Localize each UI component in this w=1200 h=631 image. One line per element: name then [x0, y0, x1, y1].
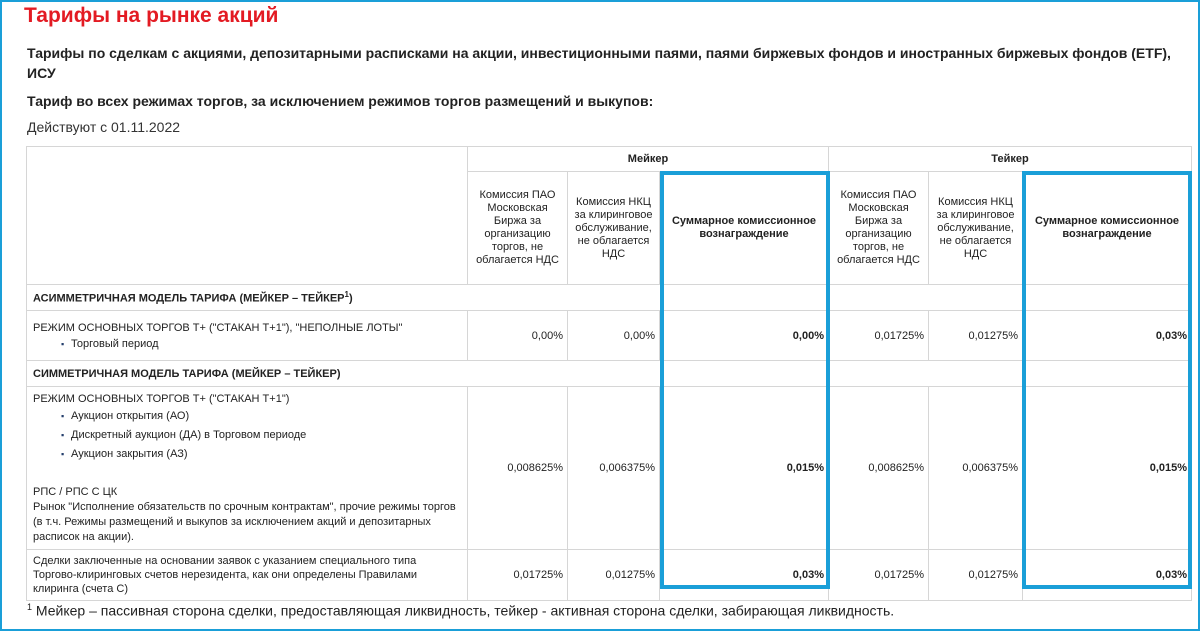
- row-title: РЕЖИМ ОСНОВНЫХ ТОРГОВ Т+ ("СТАКАН Т+1"): [33, 393, 290, 405]
- row-items: [33, 336, 461, 352]
- row-items: [33, 407, 461, 464]
- page-title: Тарифы на рынке акций: [24, 4, 279, 27]
- value-cell: 0,006375%: [929, 387, 1023, 550]
- list-item: ▪ Аукцион открытия (АО): [71, 407, 461, 426]
- footnote: [27, 602, 894, 619]
- value-cell: 0,00%: [468, 311, 568, 361]
- row-description: [27, 387, 468, 550]
- tariff-subheading: Тариф во всех режимах торгов, за исключением режимов торгов размещений и выкупов:: [27, 93, 654, 109]
- footnote-marker: 1: [27, 602, 33, 612]
- section-asymmetric: [27, 285, 1192, 311]
- footnote-ref: 1: [344, 290, 349, 300]
- total-value-cell: 0,015%: [1023, 387, 1192, 550]
- row-title: РЕЖИМ ОСНОВНЫХ ТОРГОВ Т+ ("СТАКАН Т+1"), "НЕПОЛНЫЕ ЛОТЫ": [33, 321, 403, 334]
- total-value-cell: 0,03%: [660, 550, 829, 601]
- value-cell: 0,00%: [568, 311, 660, 361]
- highlight-total-taker: [1022, 171, 1192, 589]
- empty-header-cell: [27, 147, 468, 285]
- col-total-commission-maker: Суммарное комиссионное вознаграждение: [660, 172, 829, 285]
- total-value-cell: 0,00%: [660, 311, 829, 361]
- row-text: Рынок "Исполнение обязательств по срочным контрактам", прочие режимы торгов (в т.ч. Режимы размещений и выкупов за исключением акций и депозитарных расписок на акции).: [33, 501, 456, 543]
- section-symmetric: СИММЕТРИЧНАЯ МОДЕЛЬ ТАРИФА (МЕЙКЕР – ТЕЙКЕР): [27, 361, 1192, 387]
- group-taker: Тейкер: [829, 147, 1192, 172]
- table-row: [27, 550, 1192, 601]
- footnote-text: Мейкер – пассивная сторона сделки, предоставляющая ликвидность, тейкер - активная сторона сделки, забирающая ликвидность.: [32, 602, 895, 619]
- table-row: [27, 387, 1192, 550]
- col-moex-commission-taker: Комиссия ПАО Московская Биржа за организацию торгов, не облагается НДС: [829, 172, 929, 285]
- group-maker: Мейкер: [468, 147, 829, 172]
- total-value-cell: 0,015%: [660, 387, 829, 550]
- row-description: [27, 311, 468, 361]
- row-subtitle: РПС / РПС С ЦК: [33, 486, 118, 498]
- section-asymmetric-close: ): [348, 292, 353, 305]
- list-item: ▪ Аукцион закрытия (АЗ): [71, 445, 461, 464]
- value-cell: 0,006375%: [568, 387, 660, 550]
- total-value-cell: 0,03%: [1023, 550, 1192, 601]
- col-nkc-commission-maker: Комиссия НКЦ за клиринговое обслуживание, не облагается НДС: [568, 172, 660, 285]
- total-value-cell: 0,03%: [1023, 311, 1192, 361]
- tariff-heading: Тарифы по сделкам с акциями, депозитарными расписками на акции, инвестиционными паями, паями биржевых фондов и иностранных биржевых фондов (ETF), ИСУ: [27, 45, 1171, 81]
- value-cell: 0,01275%: [568, 550, 660, 601]
- value-cell: 0,008625%: [829, 387, 929, 550]
- col-moex-commission-maker: Комиссия ПАО Московская Биржа за организацию торгов, не облагается НДС: [468, 172, 568, 285]
- tariff-table: [26, 146, 1192, 601]
- section-asymmetric-label: АСИММЕТРИЧНАЯ МОДЕЛЬ ТАРИФА (МЕЙКЕР – ТЕЙКЕР: [33, 292, 345, 305]
- value-cell: 0,008625%: [468, 387, 568, 550]
- value-cell: 0,01275%: [929, 311, 1023, 361]
- value-cell: 0,01725%: [829, 311, 929, 361]
- col-total-commission-taker: Суммарное комиссионное вознаграждение: [1023, 172, 1192, 285]
- effective-date: Действуют с 01.11.2022: [27, 119, 181, 135]
- list-item: ▪ Торговый период: [71, 336, 461, 352]
- highlight-total-maker: [660, 171, 830, 589]
- value-cell: 0,01725%: [468, 550, 568, 601]
- value-cell: 0,01275%: [929, 550, 1023, 601]
- col-nkc-commission-taker: Комиссия НКЦ за клиринговое обслуживание, не облагается НДС: [929, 172, 1023, 285]
- list-item: ▪ Дискретный аукцион (ДА) в Торговом периоде: [71, 426, 461, 445]
- row-description: Сделки заключенные на основании заявок с указанием специального типа Торгово-клиринговых счетов нерезидента, как они определены Правилами клиринга (счета С): [27, 550, 468, 601]
- value-cell: 0,01725%: [829, 550, 929, 601]
- table-row: [27, 311, 1192, 361]
